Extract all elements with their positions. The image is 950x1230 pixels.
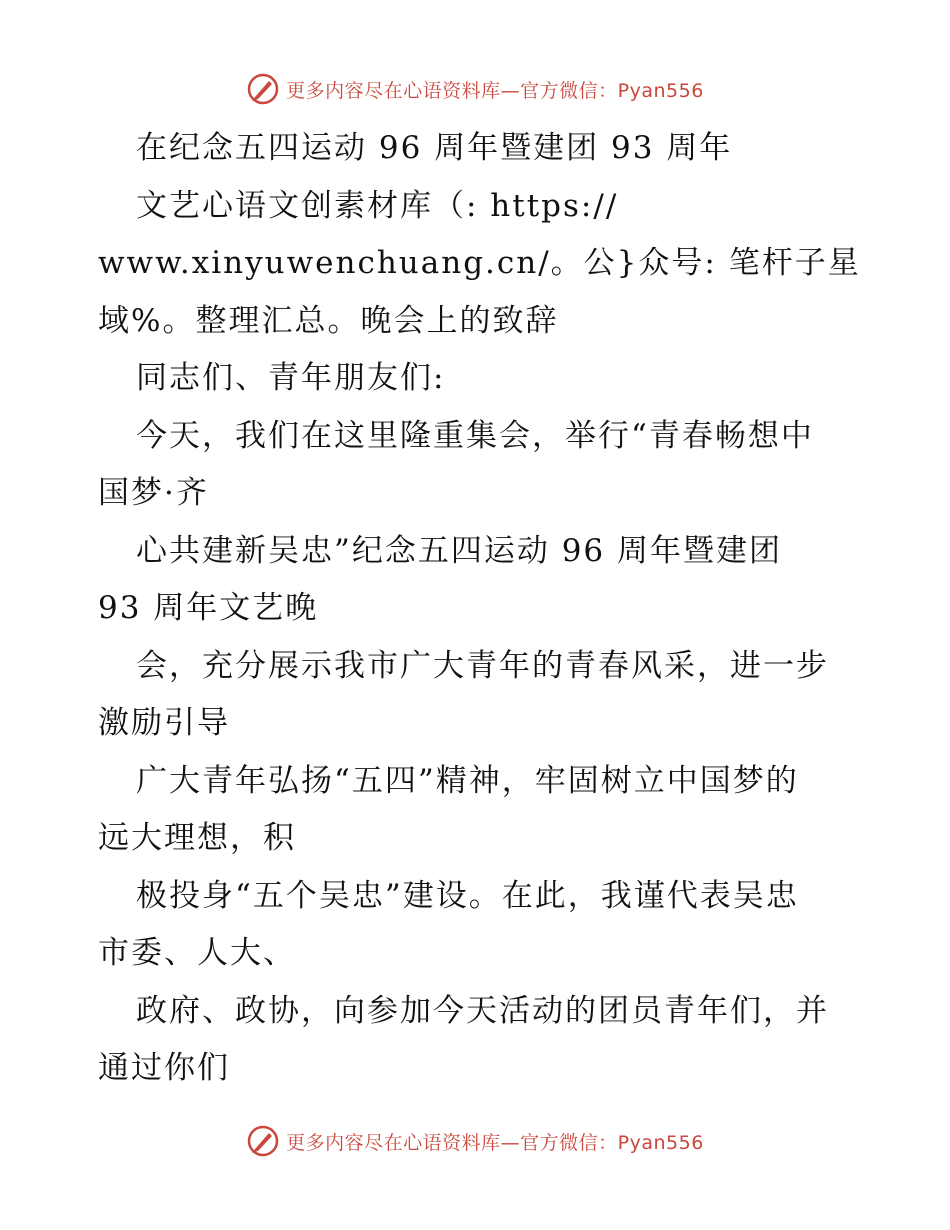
- paragraph-line: 今天，我们在这里隆重集会，举行“青春畅想中: [136, 417, 814, 454]
- pen-logo-icon: [246, 72, 280, 106]
- paragraph-line: 心共建新吴忠”纪念五四运动 96 周年暨建团: [136, 532, 783, 569]
- paragraph-line: 广大青年弘扬“五四”精神，牢固树立中国梦的: [136, 762, 799, 799]
- watermark-text: 更多内容尽在心语资料库—官方微信：Pyan556: [286, 79, 704, 102]
- watermark-text: 更多内容尽在心语资料库—官方微信：Pyan556: [286, 1131, 704, 1154]
- watermark-footer: [0, 1124, 950, 1158]
- paragraph-line: 激励引导: [98, 705, 230, 741]
- paragraph-line: 远大理想，积: [98, 820, 296, 856]
- watermark-header: [0, 72, 950, 106]
- pen-logo-icon: [246, 1124, 280, 1158]
- title-line-3: www.xinyuwenchuang.cn/。公}众号: 笔杆子星: [98, 245, 861, 281]
- paragraph-line: 会，充分展示我市广大青年的青春风采，进一步: [136, 647, 829, 684]
- title-line-1: 在纪念五四运动 96 周年暨建团 93 周年: [136, 130, 733, 166]
- paragraph-line: 市委、人大、: [98, 935, 296, 971]
- document-body: [98, 120, 861, 1098]
- title-line-4: 域%。整理汇总。晚会上的致辞: [98, 302, 559, 339]
- paragraph-line: 国梦·齐: [98, 475, 209, 511]
- salutation: 同志们、青年朋友们:: [136, 360, 446, 396]
- paragraph-line: 93 周年文艺晚: [98, 590, 319, 626]
- paragraph-line: 极投身“五个吴忠”建设。在此，我谨代表吴忠: [136, 877, 799, 914]
- paragraph-line: 政府、政协，向参加今天活动的团员青年们，并: [136, 992, 829, 1029]
- title-line-2: 文艺心语文创素材库（: https://: [136, 187, 619, 224]
- paragraph-line: 通过你们: [98, 1050, 230, 1086]
